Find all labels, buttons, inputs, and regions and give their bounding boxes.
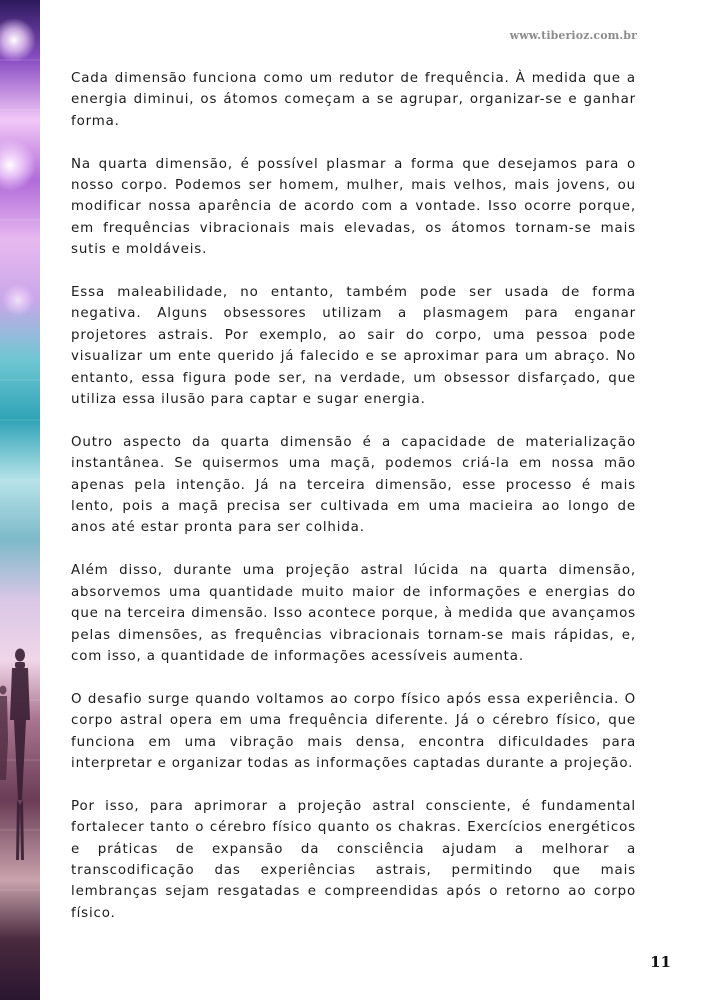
paragraph: Cada dimensão funciona como um redutor de frequência. À medida que a energia diminui, os átomos começam a se agrupar, organizar-se e ganhar forma. [71,71,636,129]
page-number: 11 [650,953,671,971]
site-url: www.tiberioz.com.br [509,29,637,42]
paragraph: Na quarta dimensão, é possível plasmar a forma que desejamos para o nosso corpo. Podemos ser homem, mulher, mais velhos, mais jovens, ou modificar nossa aparência de acordo com a vontade. Isso ocorre porque, em frequências vibracionais mais elevadas, os átomos tornam-se mais sutis e moldáveis. [71,156,636,258]
paragraph: Além disso, durante uma projeção astral lúcida na quarta dimensão, absorvemos uma quantidade muito maior de informações e energias do que na terceira dimensão. Isso acontece porque, à medida que avançamos pelas dimensões, as frequências vibracionais tornam-se mais rápidas, e, com isso, a quantidade de informações acessíveis aumenta. [71,563,636,664]
paragraph: Outro aspecto da quarta dimensão é a capacidade de materialização instantânea. Se quisermos uma maçã, podemos criá-la em nossa mão apenas pela intenção. Já na terceira dimensão, esse processo é mais lento, pois a maçã precisa ser cultivada em uma macieira ao longo de anos até estar pronta para ser colhida. [71,434,636,536]
body-text [71,68,636,946]
paragraph: Essa maleabilidade, no entanto, também pode ser usada de forma negativa. Alguns obsessores utilizam a plasmagem para enganar projetores astrais. Por exemplo, ao sair do corpo, uma pessoa pode visualizar um ente querido já falecido e se aproximar para um abraço. No entanto, essa figura pode ser, na verdade, um obsessor disfarçado, que utiliza essa ilusão para captar e sugar energia. [71,285,636,408]
paragraph: O desafio surge quando voltamos ao corpo físico após essa experiência. O corpo astral opera em uma frequência diferente. Já o cérebro físico, que funciona em uma vibração mais densa, encontra dificuldades para interpretar e organizar todas as informações captadas durante a projeção. [71,691,636,771]
cosmic-figure-strip-icon [0,0,40,1000]
paragraph: Por isso, para aprimorar a projeção astral consciente, é fundamental fortalecer tanto o cérebro físico quanto os chakras. Exercícios energéticos e práticas de expansão da consciência ajudam a melhorar a transcodificação das experiências astrais, permitindo que mais lembranças sejam resgatadas e compreendidas após o retorno ao corpo físico. [71,798,636,921]
decorative-side-art [0,0,40,1000]
